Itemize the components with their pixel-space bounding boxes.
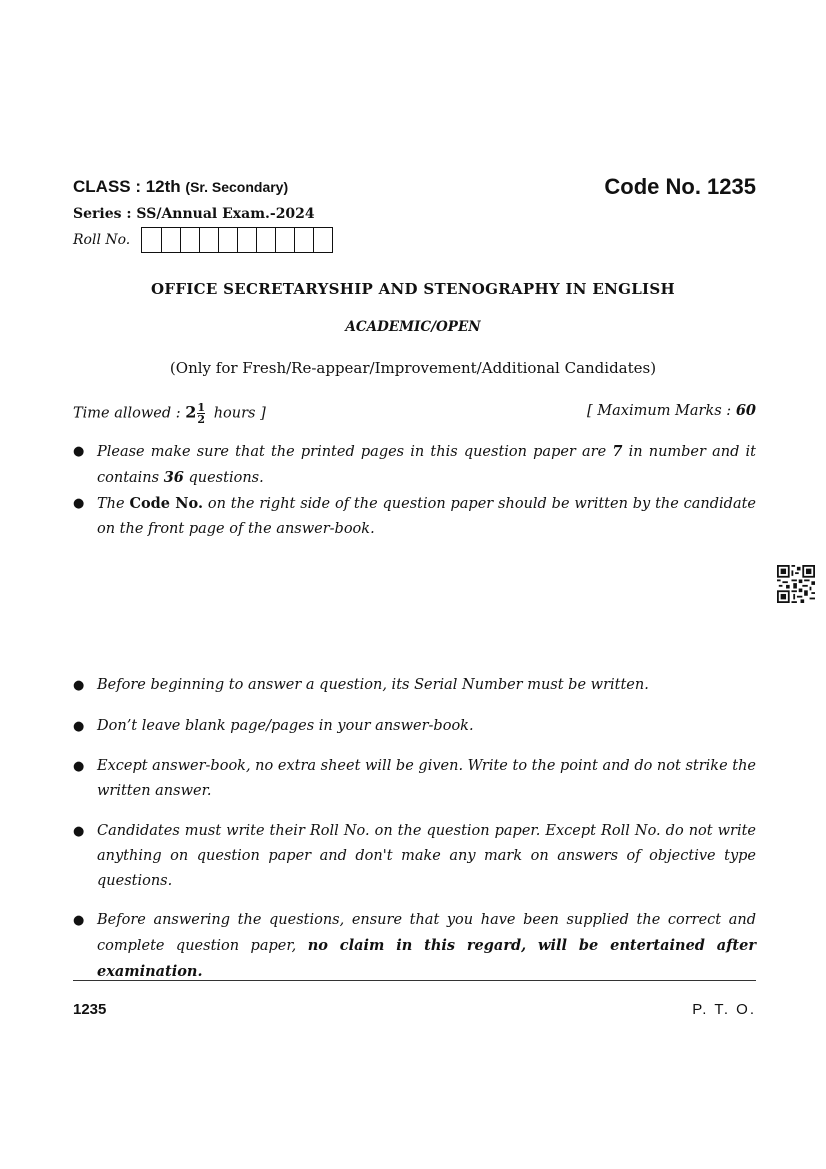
please-turn-over: P. T. O. <box>692 1001 756 1018</box>
instruction-text: on the right side of the question paper should be written by the candidate on the front page of the answer-book. <box>97 496 757 537</box>
time-denominator: 2 <box>197 413 206 426</box>
time-numerator: 1 <box>197 401 206 414</box>
instruction-text: questions. <box>183 470 264 486</box>
bullet-icon: ● <box>73 759 85 774</box>
qr-code-icon <box>777 565 815 603</box>
instruction-blank-pages <box>73 714 756 739</box>
instruction-text: Before answering the questions, ensure that you have been supplied the correct and complete question paper, <box>97 912 756 954</box>
roll-no-box[interactable] <box>237 228 256 252</box>
bullet-icon: ● <box>73 913 85 928</box>
instruction-text: The <box>97 496 130 512</box>
class-sub-text: (Sr. Secondary) <box>185 179 289 195</box>
bullet-icon: ● <box>73 824 85 839</box>
roll-no-box[interactable] <box>161 228 180 252</box>
roll-no-box[interactable] <box>275 228 294 252</box>
time-suffix: hours ] <box>213 405 266 422</box>
time-fraction <box>197 402 205 425</box>
code-number: Code No. 1235 <box>604 174 756 199</box>
class-label <box>73 177 288 197</box>
roll-no-box[interactable] <box>218 228 237 252</box>
instruction-text: Candidates must write their Roll No. on the question paper. Except Roll No. do not write anything on question paper and don't make any mark on answers of objective type questions. <box>97 823 756 889</box>
instruction-serial-number <box>73 673 756 698</box>
footer-code: 1235 <box>73 1001 107 1018</box>
bullet-icon: ● <box>73 678 85 693</box>
marks-value: 60 <box>735 402 756 419</box>
series-label: Series : SS/Annual Exam.-2024 <box>73 206 315 222</box>
instruction-roll-no <box>73 819 756 894</box>
bullet-icon: ● <box>73 444 85 459</box>
instruction-pages <box>73 439 756 491</box>
roll-no-box[interactable] <box>199 228 218 252</box>
roll-no-box[interactable] <box>142 228 161 252</box>
marks-prefix: [ Maximum Marks : <box>587 403 732 419</box>
instruction-code-no <box>73 491 756 542</box>
instruction-text: Don’t leave blank page/pages in your answer-book. <box>97 718 474 734</box>
roll-no-box[interactable] <box>256 228 275 252</box>
stream-label: ACADEMIC/OPEN <box>345 319 481 335</box>
bullet-icon: ● <box>73 496 85 511</box>
instruction-text: Except answer-book, no extra sheet will be given. Write to the point and do not strike the written answer. <box>97 758 756 799</box>
time-allowed <box>73 402 266 425</box>
code-no-emphasis: Code No. <box>129 495 204 512</box>
class-text: CLASS : 12th <box>73 177 181 196</box>
maximum-marks <box>587 402 756 419</box>
roll-no-box[interactable] <box>313 228 332 252</box>
roll-no-box[interactable] <box>294 228 313 252</box>
no-claim-emphasis: no claim in this regard, will be entertained after examination. <box>97 937 756 980</box>
bullet-icon: ● <box>73 719 85 734</box>
roll-no-box[interactable] <box>180 228 199 252</box>
question-count: 36 <box>163 469 184 486</box>
instruction-complete-paper <box>73 908 756 985</box>
instruction-text: Please make sure that the printed pages in this question paper are <box>97 444 613 460</box>
roll-no-boxes[interactable] <box>141 227 333 253</box>
candidates-note: (Only for Fresh/Re-appear/Improvement/Additional Candidates) <box>169 359 657 377</box>
footer-divider <box>73 980 756 981</box>
time-prefix: Time allowed : <box>73 405 181 422</box>
page-count: 7 <box>612 443 623 460</box>
roll-no-label: Roll No. <box>73 232 131 248</box>
instruction-text: in number and it contains <box>97 444 756 486</box>
subject-title: OFFICE SECRETARYSHIP AND STENOGRAPHY IN ENGLISH <box>151 280 675 298</box>
time-whole: 2 <box>185 402 197 422</box>
instruction-extra-sheet <box>73 754 756 804</box>
instruction-text: Before beginning to answer a question, its Serial Number must be written. <box>97 677 649 693</box>
